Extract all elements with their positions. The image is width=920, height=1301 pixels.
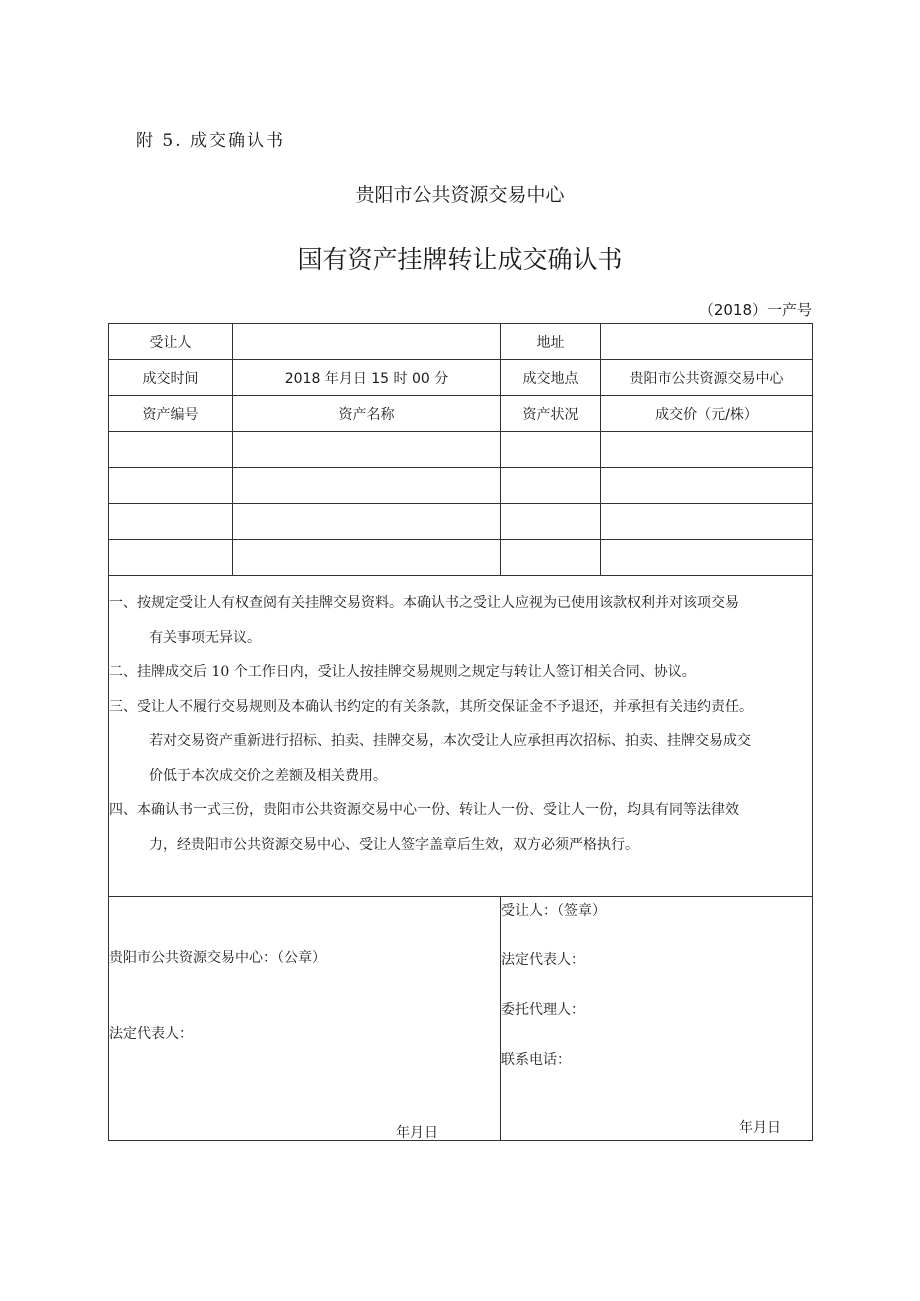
term-1-continued: 有关事项无异议。 [149, 629, 261, 646]
center-seal-label: 贵阳市公共资源交易中心：（公章） [109, 950, 326, 966]
asset-price-cell [601, 468, 813, 504]
deal-time-label: 成交时间 [109, 360, 233, 396]
signature-row [109, 897, 813, 1141]
asset-price-cell [601, 504, 813, 540]
center-date-label: 年月日 [396, 1125, 438, 1141]
term-3: 三、受让人不履行交易规则及本确认书约定的有关条款，其所交保证金不予退还，并承担有关违约责任。 [109, 698, 753, 715]
terms-row [109, 576, 813, 897]
asset-status-header: 资产状况 [501, 396, 601, 432]
agent-label: 委托代理人： [501, 1002, 585, 1018]
asset-id-cell [109, 540, 233, 576]
transferee-value [233, 324, 501, 360]
center-name: 贵阳市公共资源交易中心 [355, 184, 565, 206]
term-1: 一、按规定受让人有权查阅有关挂牌交易资料。本确认书之受让人应视为已使用该款权利并对该项交易 [109, 595, 739, 611]
asset-header-row [109, 396, 813, 432]
asset-name-cell [233, 540, 501, 576]
asset-status-cell [501, 432, 601, 468]
asset-status-cell [501, 540, 601, 576]
asset-price-cell [601, 540, 813, 576]
document-number: （2018）一产号 [698, 301, 812, 319]
asset-id-header: 资产编号 [109, 396, 233, 432]
center-signature-cell [109, 897, 501, 1141]
table-row [109, 540, 813, 576]
asset-price-cell [601, 432, 813, 468]
asset-status-cell [501, 468, 601, 504]
term-3-continued: 价低于本次成交价之差额及相关费用。 [149, 767, 387, 784]
asset-name-cell [233, 432, 501, 468]
table-row [109, 504, 813, 540]
table-row [109, 468, 813, 504]
term-3-continued: 若对交易资产重新进行招标、拍卖、挂牌交易，本次受让人应承担再次招标、拍卖、挂牌交易成交 [149, 733, 751, 749]
asset-status-cell [501, 504, 601, 540]
address-value [601, 324, 813, 360]
transferee-label: 受让人 [109, 324, 233, 360]
asset-name-cell [233, 504, 501, 540]
asset-id-cell [109, 432, 233, 468]
term-4-continued: 力，经贵阳市公共资源交易中心、受让人签字盖章后生效，双方必须严格执行。 [149, 836, 639, 853]
transferee-legal-rep-label: 法定代表人： [501, 952, 585, 968]
asset-name-header: 资产名称 [233, 396, 501, 432]
transferee-row [109, 324, 813, 360]
deal-time-value: 2018 年月日 15 时 00 分 [233, 360, 501, 396]
transferee-date-label: 年月日 [739, 1120, 781, 1136]
asset-price-header: 成交价（元/株） [601, 396, 813, 432]
deal-place-label: 成交地点 [501, 360, 601, 396]
confirmation-form-table [108, 323, 813, 1141]
page-title: 国有资产挂牌转让成交确认书 [297, 245, 623, 274]
address-label: 地址 [501, 324, 601, 360]
asset-id-cell [109, 504, 233, 540]
term-4: 四、本确认书一式三份，贵阳市公共资源交易中心一份、转让人一份、受让人一份，均具有同等法律效 [109, 802, 739, 818]
deal-place-value: 贵阳市公共资源交易中心 [601, 360, 813, 396]
attachment-label: 附 5. 成交确认书 [136, 131, 286, 151]
phone-label: 联系电话： [501, 1052, 571, 1068]
terms-cell [109, 576, 813, 897]
deal-row [109, 360, 813, 396]
transferee-sign-label: 受让人：（签章） [501, 903, 606, 919]
center-legal-rep-label: 法定代表人： [109, 1026, 193, 1042]
transferee-signature-cell [501, 897, 813, 1141]
asset-id-cell [109, 468, 233, 504]
term-2: 二、挂牌成交后 10 个工作日内，受让人按挂牌交易规则之规定与转让人签订相关合同、协议。 [109, 664, 696, 680]
asset-name-cell [233, 468, 501, 504]
table-row [109, 432, 813, 468]
